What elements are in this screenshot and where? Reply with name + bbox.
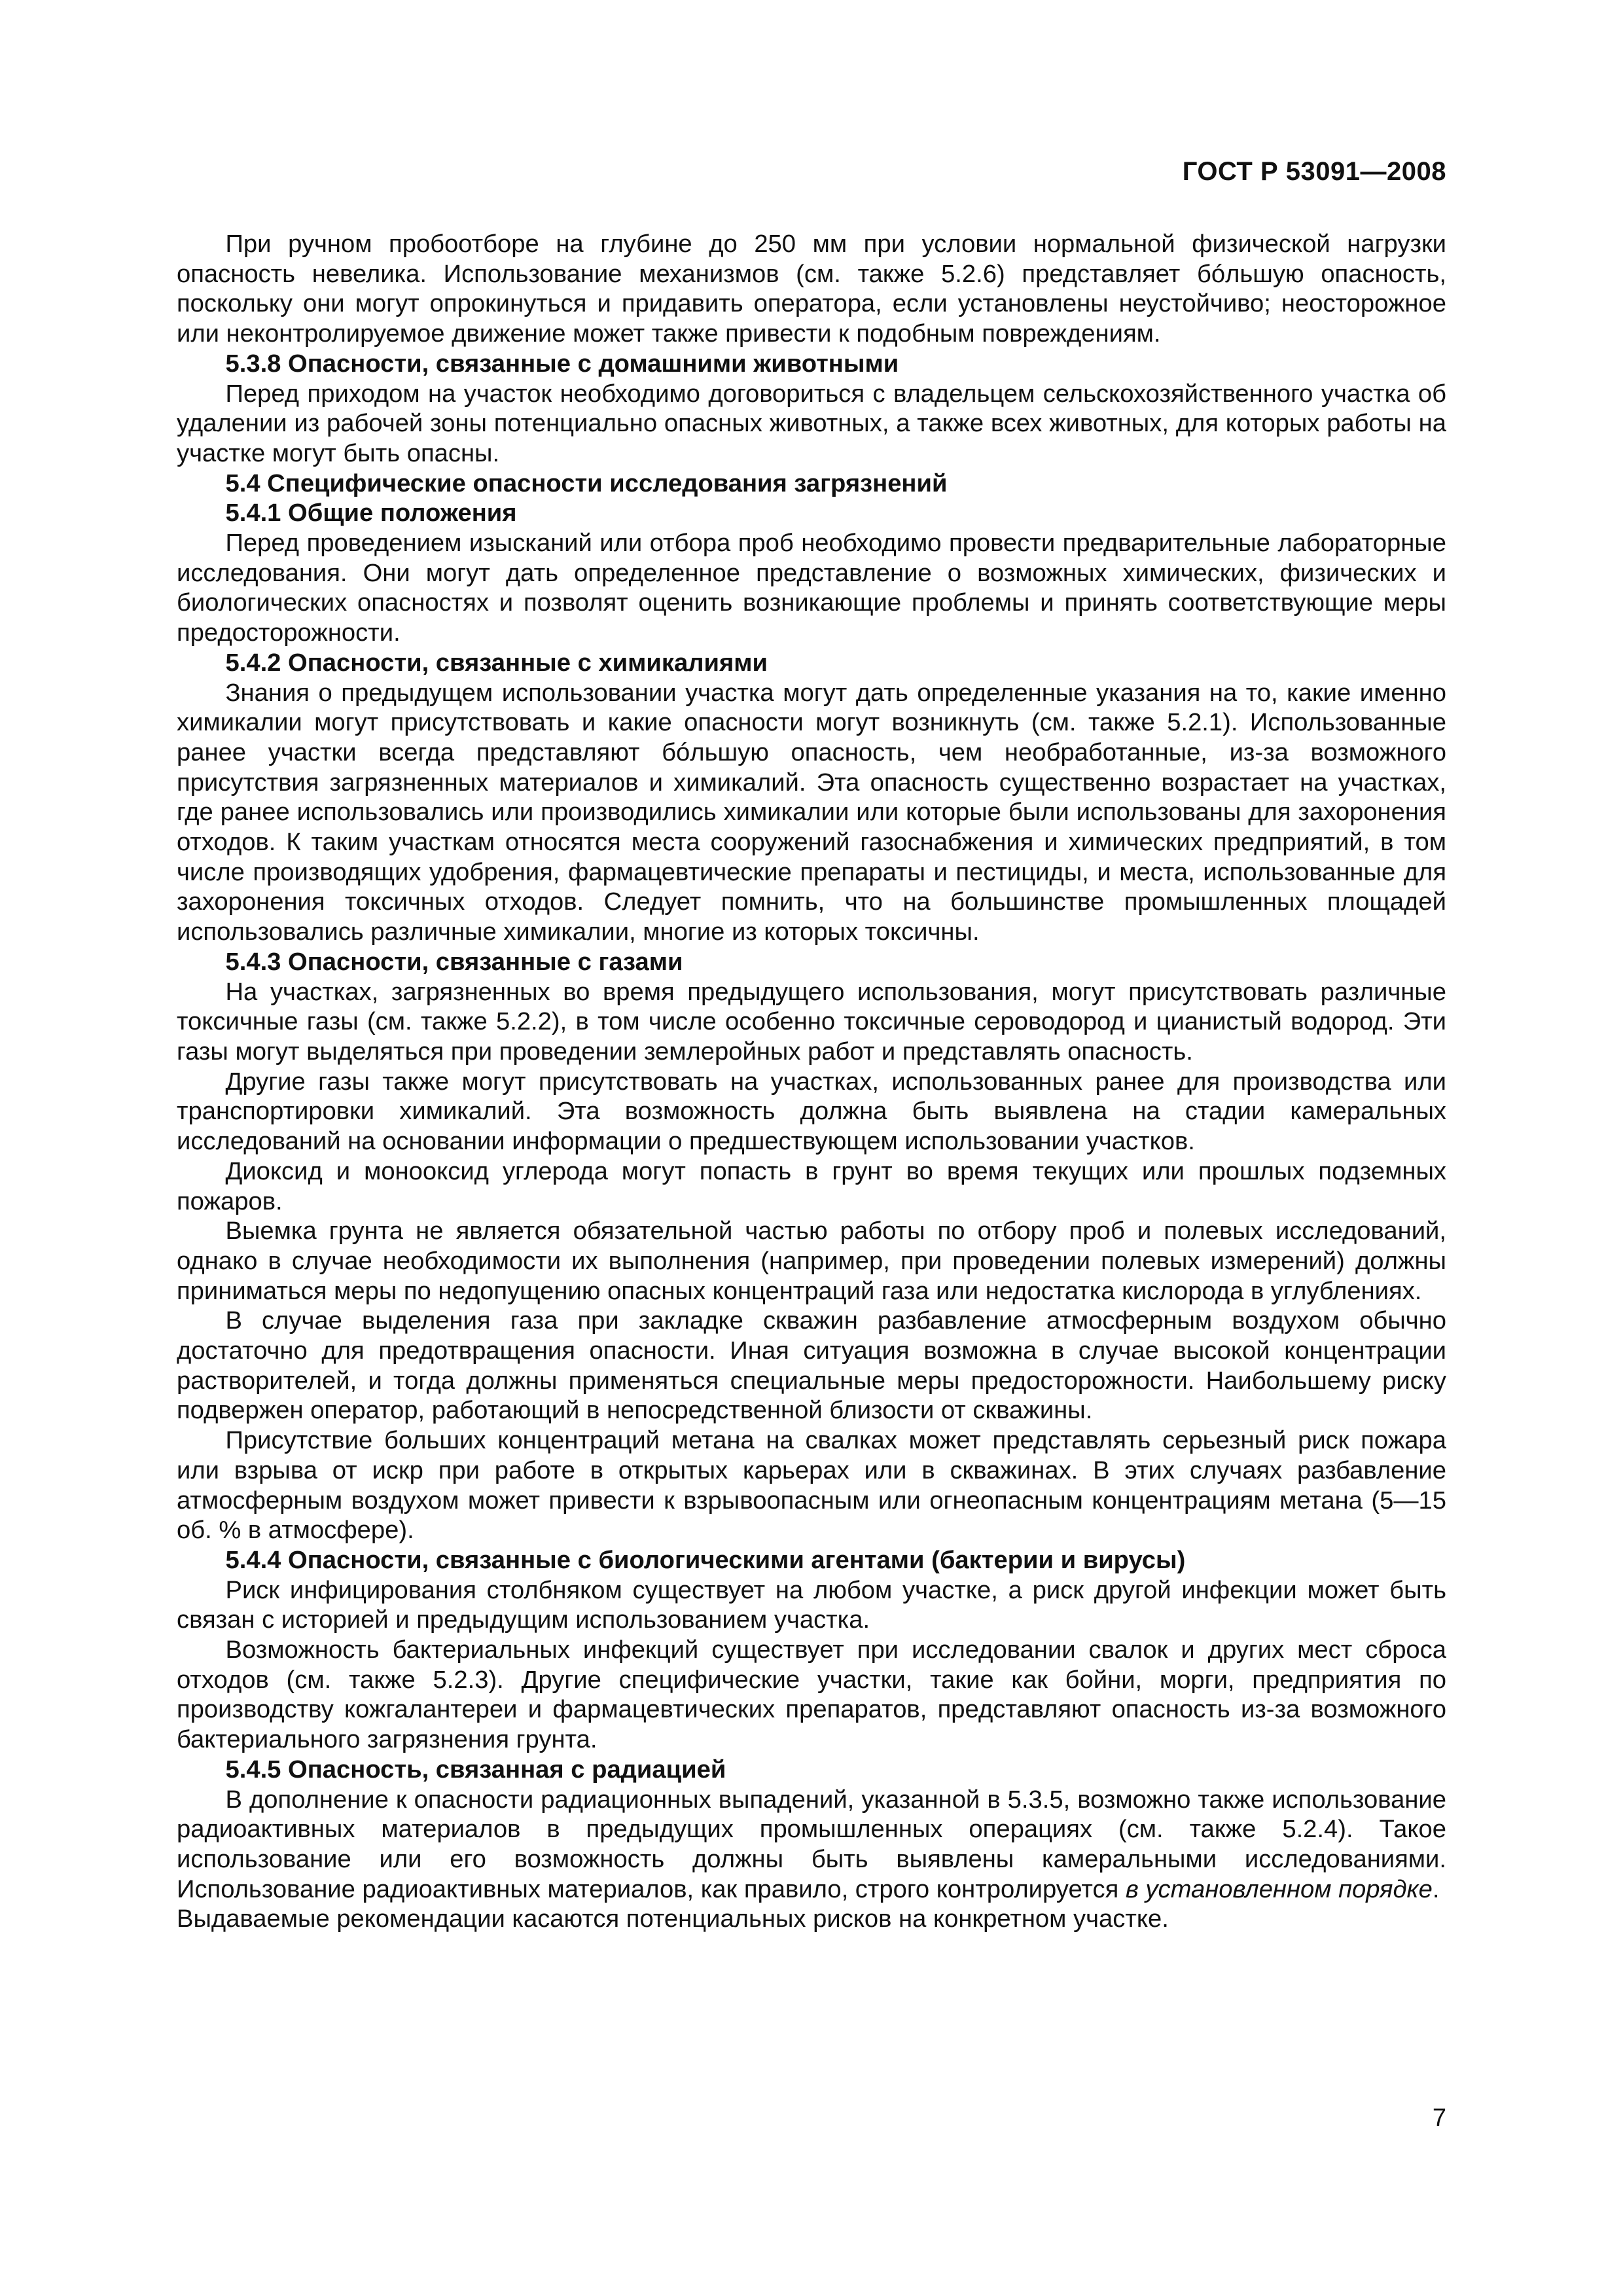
paragraph-5-4-4-a: Риск инфицирования столбняком существует на любом участке, а риск другой инфекции может быть связан с историей и предыдущим использованием участка. — [177, 1575, 1446, 1634]
paragraph-5-4-2: Знания о предыдущем использовании участка могут дать определенные указания на то, какие именно химикалии могут присутствовать и какие опасности могут возникнуть (см. также 5.2.1). Использованные ранее участки всегда представляют бóльшую опасность, чем необработанные, из-за возможного присутствия загрязненных материалов и химикалий. Эта опасность существенно возрастает на участках, где ранее использовались или производились химикалии или которые были использованы для захоронения отходов. К таким участкам относятся места сооружений газоснабжения и химических предприятий, в том числе производящих удобрения, фармацевтические препараты и пестициды, и места, использованные для захоронения токсичных отходов. Следует помнить, что на большинстве промышленных площадей использовались различные химикалии, многие из которых токсичны. — [177, 678, 1446, 946]
heading-5-4-4: 5.4.4 Опасности, связанные с биологическими агентами (бактерии и вирусы) — [225, 1545, 1186, 1574]
heading-5-4-1: 5.4.1 Общие положения — [225, 499, 517, 528]
heading-5-4-5: 5.4.5 Опасность, связанная с радиацией — [225, 1755, 726, 1784]
paragraph-5-4-1: Перед проведением изысканий или отбора проб необходимо провести предварительные лабораторные исследования. Они могут дать определенное представление о возможных химических, физических и биологических опасностях и позволят оценить возникающие проблемы и принять соответствующие меры предосторожности. — [177, 529, 1446, 647]
paragraph-5-4-3-c: Диоксид и монооксид углерода могут попасть в грунт во время текущих или прошлых подземных пожаров. — [177, 1157, 1446, 1215]
paragraph-5-4-5-b: Выдаваемые рекомендации касаются потенциальных рисков на конкретном участке. — [177, 1905, 1169, 1933]
paragraph-5-4-3-f: Присутствие больших концентраций метана на свалках может представлять серьезный риск пожара или взрыва от искр при работе в открытых карьерах или в скважинах. В этих случаях разбавление атмосферным воздухом может привести к взрывоопасным или огнеопасным концентрациям метана (5—15 об. % в атмосфере). — [177, 1426, 1446, 1545]
paragraph-5-4-5-a: В дополнение к опасности радиационных выпадений, указанной в 5.3.5, возможно также использование радиоактивных материалов в предыдущих промышленных операциях (см. также 5.2.4). Такое использование или его возможность должны быть выявлены камеральными исследованиями. Использование радиоактивных материалов, как правило, строго контролируется в установленном порядке. — [177, 1785, 1446, 1903]
heading-5-4-2: 5.4.2 Опасности, связанные с химикалиями — [225, 648, 768, 677]
paragraph-5-4-3-d: Выемка грунта не является обязательной частью работы по отбору проб и полевых исследований, однако в случае необходимости их выполнения (например, при проведении полевых измерений) должны приниматься меры по недопущению опасных концентраций газа или недостатка кислорода в углублениях. — [177, 1217, 1446, 1305]
paragraph-manual-sampling: При ручном пробоотборе на глубине до 250 мм при условии нормальной физической нагрузки опасность невелика. Использование механизмов (см. также 5.2.6) представляет бóльшую опасность, поскольку они могут опрокинуться и придавить оператора, если установлены неустойчиво; неосторожное или неконтролируемое движение может также привести к подобным повреждениям. — [177, 230, 1446, 348]
document-code-header: ГОСТ Р 53091—2008 — [1182, 157, 1446, 186]
page-number: 7 — [1432, 2104, 1446, 2132]
paragraph-5-4-3-a: На участках, загрязненных во время предыдущего использования, могут присутствовать различные токсичные газы (см. также 5.2.2), в том числе особенно токсичные сероводород и цианистый водород. Эти газы могут выделяться при проведении землеройных работ и представлять опасность. — [177, 977, 1446, 1066]
heading-5-4-3: 5.4.3 Опасности, связанные с газами — [225, 947, 683, 976]
paragraph-5-4-4-b: Возможность бактериальных инфекций существует при исследовании свалок и других мест сброса отходов (см. также 5.2.3). Другие специфические участки, такие как бойни, морги, предприятия по производству кожгалантереи и фармацевтических препаратов, представляют опасность из-за возможного бактериального загрязнения грунта. — [177, 1636, 1446, 1754]
document-body — [177, 229, 1446, 1934]
paragraph-5-4-3-b: Другие газы также могут присутствовать на участках, использованных ранее для производства или транспортировки химикалий. Эта возможность должна быть выявлена на стадии камеральных исследований на основании информации о предшествующем использовании участков. — [177, 1067, 1446, 1156]
paragraph-5-4-5-a-text: В дополнение к опасности радиационных выпадений, указанной в 5.3.5, возможно также использование радиоактивных материалов в предыдущих промышленных операциях (см. также 5.2.4). Такое использование или его возможность должны быть выявлены камеральными исследованиями. Использование радиоактивных материалов, как правило, строго контролируется — [177, 1785, 1446, 1903]
paragraph-5-3-8: Перед приходом на участок необходимо договориться с владельцем сельскохозяйственного участка об удалении из рабочей зоны потенциально опасных животных, а также всех животных, для которых работы на участке могут быть опасны. — [177, 379, 1446, 467]
paragraph-5-4-3-e: В случае выделения газа при закладке скважин разбавление атмосферным воздухом обычно достаточно для предотвращения опасности. Иная ситуация возможна в случае высокой концентрации растворителей, и тогда должны применяться специальные меры предосторожности. Наибольшему риску подвержен оператор, работающий в непосредственной близости от скважины. — [177, 1306, 1446, 1425]
italic-phrase: в установленном порядке — [1125, 1874, 1433, 1903]
heading-5-4: 5.4 Специфические опасности исследования загрязнений — [225, 469, 948, 497]
heading-5-3-8: 5.3.8 Опасности, связанные с домашними животными — [225, 349, 899, 378]
